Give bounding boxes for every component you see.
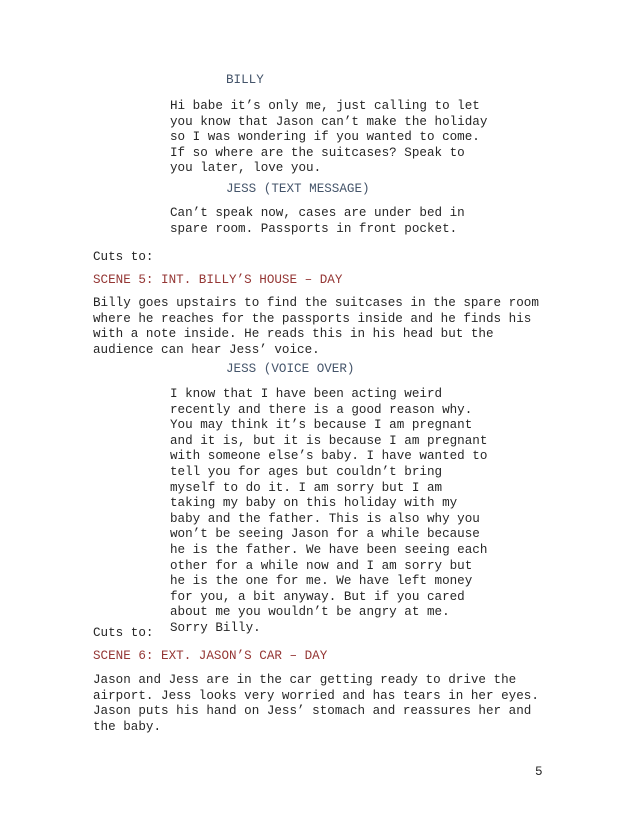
dialogue-billy: Hi babe it’s only me, just calling to let you know that Jason can’t make the holiday so I was wondering if you wanted to come. If so where are the suitcases? Speak to you later, love you. [170,99,488,176]
page-number: 5 [535,765,543,779]
dialogue-jess-text: Can’t speak now, cases are under bed in spare room. Passports in front pocket. [170,206,465,236]
scene-heading-6: SCENE 6: EXT. JASON’S CAR – DAY [93,649,328,663]
action-scene-5: Billy goes upstairs to find the suitcases in the spare room where he reaches for the passports inside and he finds his with a note inside. He reads this in his head but the audience can hear Jess’ voice. [93,296,539,357]
scene-heading-5: SCENE 5: INT. BILLY’S HOUSE – DAY [93,273,343,287]
character-name-jess-voice-over: JESS (VOICE OVER) [226,362,355,376]
character-name-jess-text: JESS (TEXT MESSAGE) [226,182,370,196]
dialogue-jess-voice-over: I know that I have been acting weird recently and there is a good reason why. You may think it’s because I am pregnant and it is, but it is because I am pregnant with someone else’s baby. I have wanted to tell you for ages but couldn’t bring myself to do it. I am sorry but I am taking my baby on this holiday with my baby and the father. This is also why you won’t be seeing Jason for a while because he is the father. We have been seeing each other for a while now and I am sorry but he is the one for me. We have left money for you, a bit anyway. But if you cared about me you wouldn’t be angry at me. Sorry Billy. [170,387,488,635]
character-name-billy: BILLY [226,73,264,87]
action-scene-6: Jason and Jess are in the car getting ready to drive the airport. Jess looks very worried and has tears in her eyes. Jason puts his hand on Jess’ stomach and reassures her and the baby. [93,673,539,734]
transition-cuts-to-1: Cuts to: [93,250,154,264]
transition-cuts-to-2: Cuts to: [93,626,154,640]
